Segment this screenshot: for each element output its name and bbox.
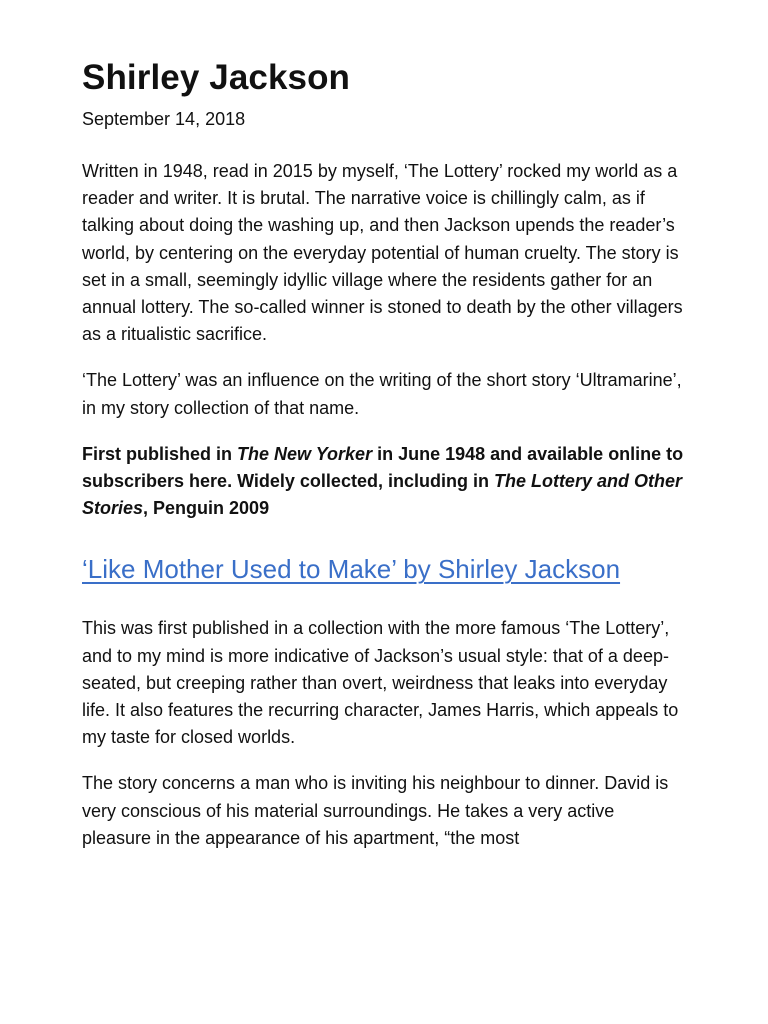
paragraph-lottery-intro: Written in 1948, read in 2015 by myself, ‘The Lottery’ rocked my world as a reader and writer. It is brutal. The narrative voice is chillingly calm, as if talking about doing the washing up, and then Jackson upends the reader’s world, by centering on the everyday potential of human cruelty. The story is set in a small, seemingly idyllic village where the residents gather for an annual lottery. The so-called winner is stoned to death by the other villagers as a ritualistic sacrifice. xyxy=(82,161,683,345)
publication-title-collection: The Lottery and Other Stories xyxy=(82,471,682,519)
paragraph-lottery-influence: ‘The Lottery’ was an influence on the writing of the short story ‘Ultramarine’, in my story collection of that name. xyxy=(82,370,682,418)
publication-text-3: , Penguin 2009 xyxy=(143,498,270,519)
publication-title-new-yorker: The New Yorker xyxy=(237,443,373,464)
article-date: September 14, 2018 xyxy=(82,109,246,129)
paragraph-publication-info xyxy=(82,441,684,523)
article-title: Shirley Jackson xyxy=(82,58,351,97)
publication-text-1: First published in xyxy=(82,443,238,464)
paragraph-like-mother-story: The story concerns a man who is inviting his neighbour to dinner. David is very conscious of his material surroundings. He takes a very active pleasure in the appearance of his apartment, “the most xyxy=(82,773,669,848)
story-heading-link[interactable]: ‘Like Mother Used to Make’ by Shirley Jackson xyxy=(82,554,621,585)
story-heading xyxy=(82,550,684,589)
paragraph-like-mother-intro: This was first published in a collection with the more famous ‘The Lottery’, and to my mind is more indicative of Jackson’s usual style: that of a deep-seated, but creeping rather than overt, weirdness that leaks into everyday life. It also features the recurring character, James Harris, which appeals to my taste for closed worlds. xyxy=(82,618,679,748)
publication-text-2: in June 1948 and available online to subscribers here. Widely collected, including in xyxy=(82,443,684,492)
